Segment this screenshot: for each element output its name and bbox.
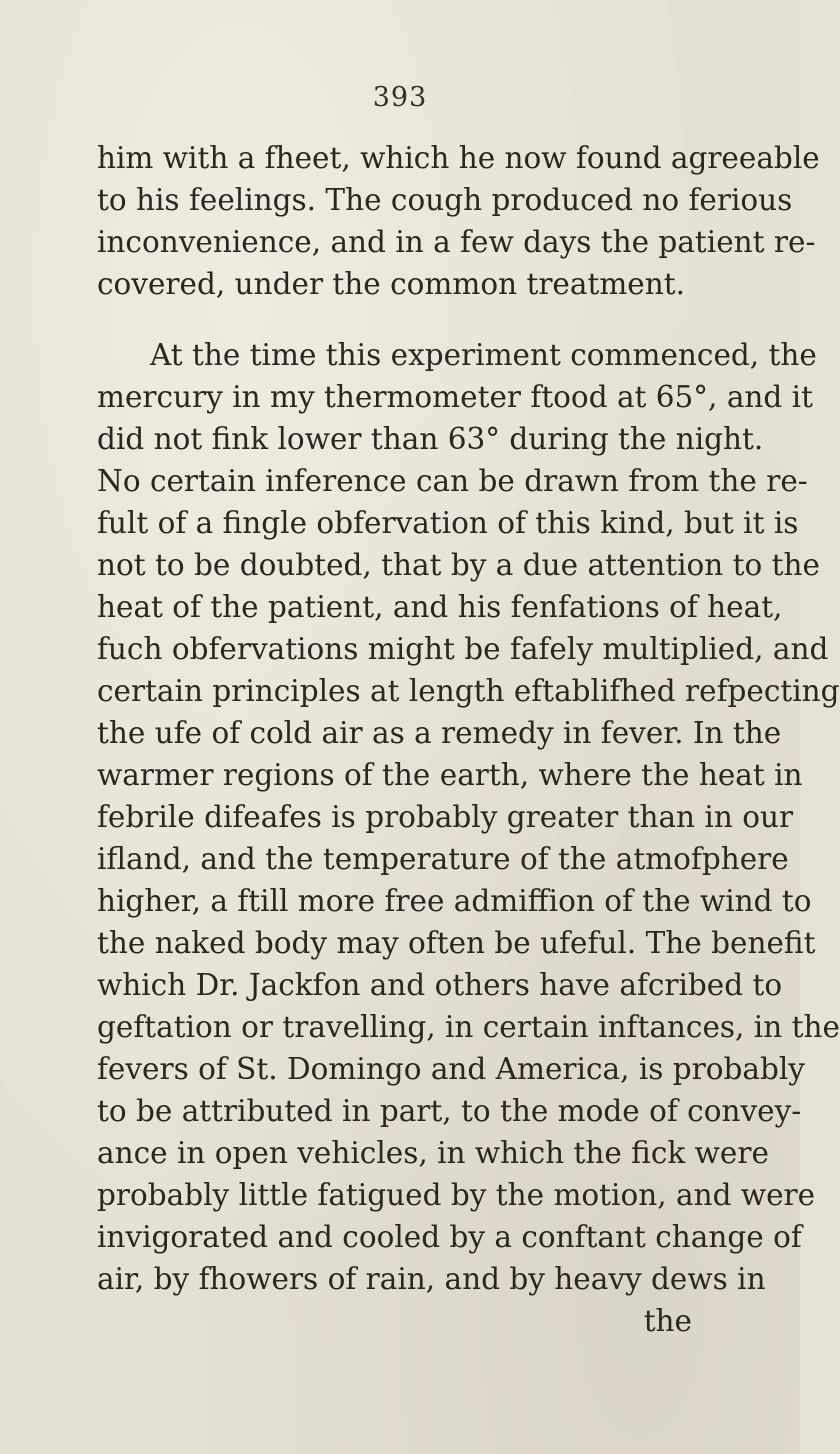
text-line: geftation or travelling, in certain inftances, in the <box>97 1010 840 1044</box>
text-line: No certain inference can be drawn from the re- <box>97 464 808 498</box>
text-line: heat of the patient, and his fenfations of heat, <box>97 590 783 624</box>
text-line: warmer regions of the earth, where the heat in <box>97 758 803 792</box>
text-line: probably little fatigued by the motion, and were <box>97 1178 816 1212</box>
text-line: certain principles at length eftablifhed refpecting <box>97 674 840 708</box>
text-line: to his feelings. The cough produced no ferious <box>97 183 793 217</box>
text-line: him with a fheet, which he now found agreeable <box>97 141 820 175</box>
text-line: higher, a ftill more free admiffion of the wind to <box>97 884 812 918</box>
catchword: the <box>643 1304 692 1338</box>
text-line: fuch obfervations might be fafely multiplied, and <box>97 632 829 666</box>
text-line: invigorated and cooled by a conftant change of <box>97 1220 802 1254</box>
text-line: the ufe of cold air as a remedy in fever. In the <box>97 716 782 750</box>
text-line: fevers of St. Domingo and America, is probably <box>97 1052 805 1086</box>
text-line: did not fink lower than 63° during the night. <box>97 422 764 456</box>
text-line: the naked body may often be ufeful. The benefit <box>97 926 816 960</box>
paragraph-first-line: At the time this experiment commenced, the <box>150 338 817 372</box>
text-line: mercury in my thermometer ftood at 65°, and it <box>97 380 813 414</box>
text-line: fult of a fingle obfervation of this kind, but it is <box>97 506 799 540</box>
text-line: covered, under the common treatment. <box>97 267 685 301</box>
text-line: inconvenience, and in a few days the patient re- <box>97 225 816 259</box>
text-line: not to be doubted, that by a due attention to the <box>97 548 820 582</box>
text-line: febrile difeafes is probably greater than in our <box>97 800 794 834</box>
text-line: which Dr. Jackfon and others have afcribed to <box>97 968 783 1002</box>
text-line: ifland, and the temperature of the atmofphere <box>97 842 789 876</box>
text-line: air, by fhowers of rain, and by heavy dews in <box>97 1262 766 1296</box>
text-line: to be attributed in part, to the mode of convey- <box>97 1094 802 1128</box>
text-line: ance in open vehicles, in which the fick were <box>97 1136 769 1170</box>
page-number: 393 <box>372 82 428 113</box>
